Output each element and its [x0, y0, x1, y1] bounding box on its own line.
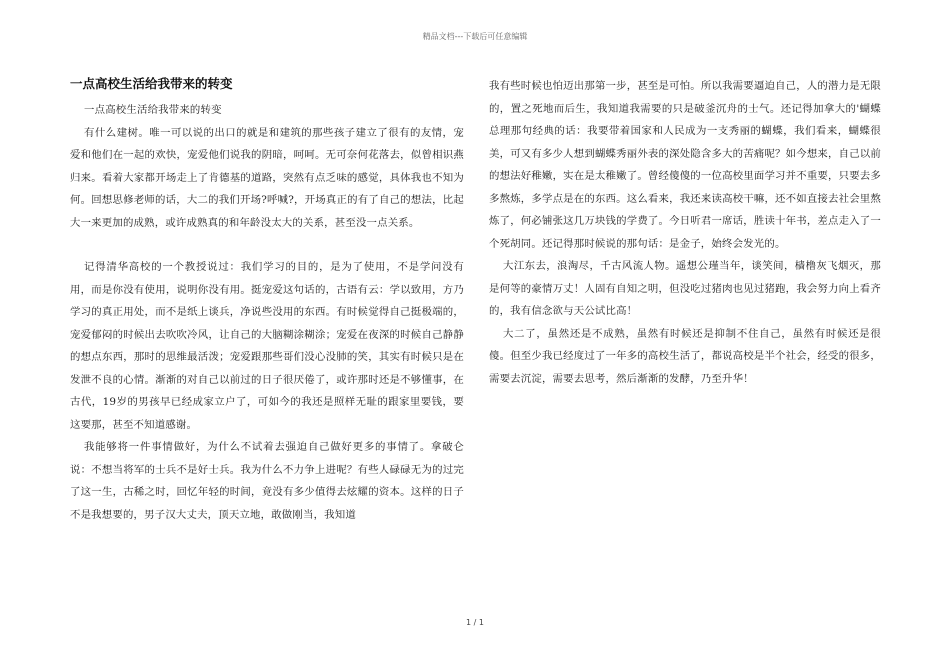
body-paragraph: 大二了，虽然还是不成熟，虽然有时候还是抑制不住自己，虽然有时候还是很傻。但至少我已经度过了一年多的高校生活了，都说高校是半个社会，经受的很多，需要去沉淀，需要去思考，然后渐渐的发酵，乃至升华！ [489, 327, 881, 385]
right-column [489, 75, 881, 390]
page-header: 精品文档---下载后可任意编辑 [422, 32, 528, 41]
body-paragraph: 有什么建树。唯一可以说的出口的就是和建筑的那些孩子建立了很有的友情，宠爱和他们在一起的欢快，宠爱他们说我的阴暗，呵呵。无可奈何花落去，似曾相识燕归来。看着大家都开场走上了肯德基的道路，突然有点乏味的感觉，具体我也不知为何。回想思修老师的话，大二的我们开场?呼喊?，开场真正的有了自己的想法，比起大一来更加的成熟，或许成熟真的和年龄没太大的关系，甚至没一点关系。 [70, 126, 464, 229]
body-paragraph: 记得清华高校的一个教授说过：我们学习的目的，是为了使用，不是学问没有用，而是你没有使用，说明你没有用。挺宠爱这句话的，古语有云：学以致用，方乃学习的真正用处，而不是纸上谈兵，净说些没用的东西。有时候觉得自己挺极端的，宠爱郁闷的时候出去吹吹冷风，让自己的大脑糊涂糊涂；宠爱在夜深的时候自己静静的想点东西，那时的思维最活泼；宠爱跟那些哥们没心没肺的笑，其实有时候只是在发泄不良的心情。渐渐的对自己以前过的日子很厌倦了，或许那时还是不够懂事，在古代，19岁的男孩早已经成家立户了，可如今的我还是照样无耻的跟家里要钱，要这要那，甚至不知道感谢。 [70, 261, 464, 431]
page-number: 1 / 1 [466, 618, 484, 627]
body-paragraph: 我能够将一件事情做好，为什么不试着去强迫自己做好更多的事情了。拿破仑说：不想当将军的士兵不是好士兵。我为什么不力争上进呢？有些人碌碌无为的过完了这一生，古稀之时，回忆年轻的时间，竟没有多少值得去炫耀的资本。这样的日子不是我想要的，男子汉大丈夫，顶天立地，敢做刚当，我知道 [70, 441, 464, 521]
subtitle-paragraph: 一点高校生活给我带来的转变 [84, 104, 222, 116]
body-paragraph: 大江东去，浪淘尽，千古风流人物。遥想公瑾当年，谈笑间，樯橹灰飞烟灭，那是何等的豪情万丈！人固有自知之明，但没吃过猪肉也见过猪跑，我会努力向上看齐的，我有信念欲与天公试比高！ [489, 260, 881, 317]
left-column [70, 75, 464, 526]
body-paragraph: 我有些时候也怕迈出那第一步，甚至是可怕。所以我需要逼迫自己，人的潜力是无限的，置之死地而后生，我知道我需要的只是破釜沉舟的士气。还记得加拿大的'蝴蝶总理那句经典的话：我要带着国家和人民成为一支秀丽的蝴蝶，我们看来，蝴蝶很美，可又有多少人想到蝴蝶秀丽外表的深处隐含多大的苦痛呢？如今想来，自己以前的想法好稚嫩，实在是太稚嫩了。曾经傻傻的一位高校里面学习并不重要，只要去多多熬炼，多学点是在的东西。这么看来，我还来读高校干嘛，还不如直接去社会里熬炼了，何必铺张这几万块钱的学费了。今日听君一席话，胜读十年书，差点走入了一个死胡同。还记得那时候说的那句话：是金子，始终会发光的。 [489, 80, 881, 250]
document-title: 一点高校生活给我带来的转变 [70, 76, 233, 91]
